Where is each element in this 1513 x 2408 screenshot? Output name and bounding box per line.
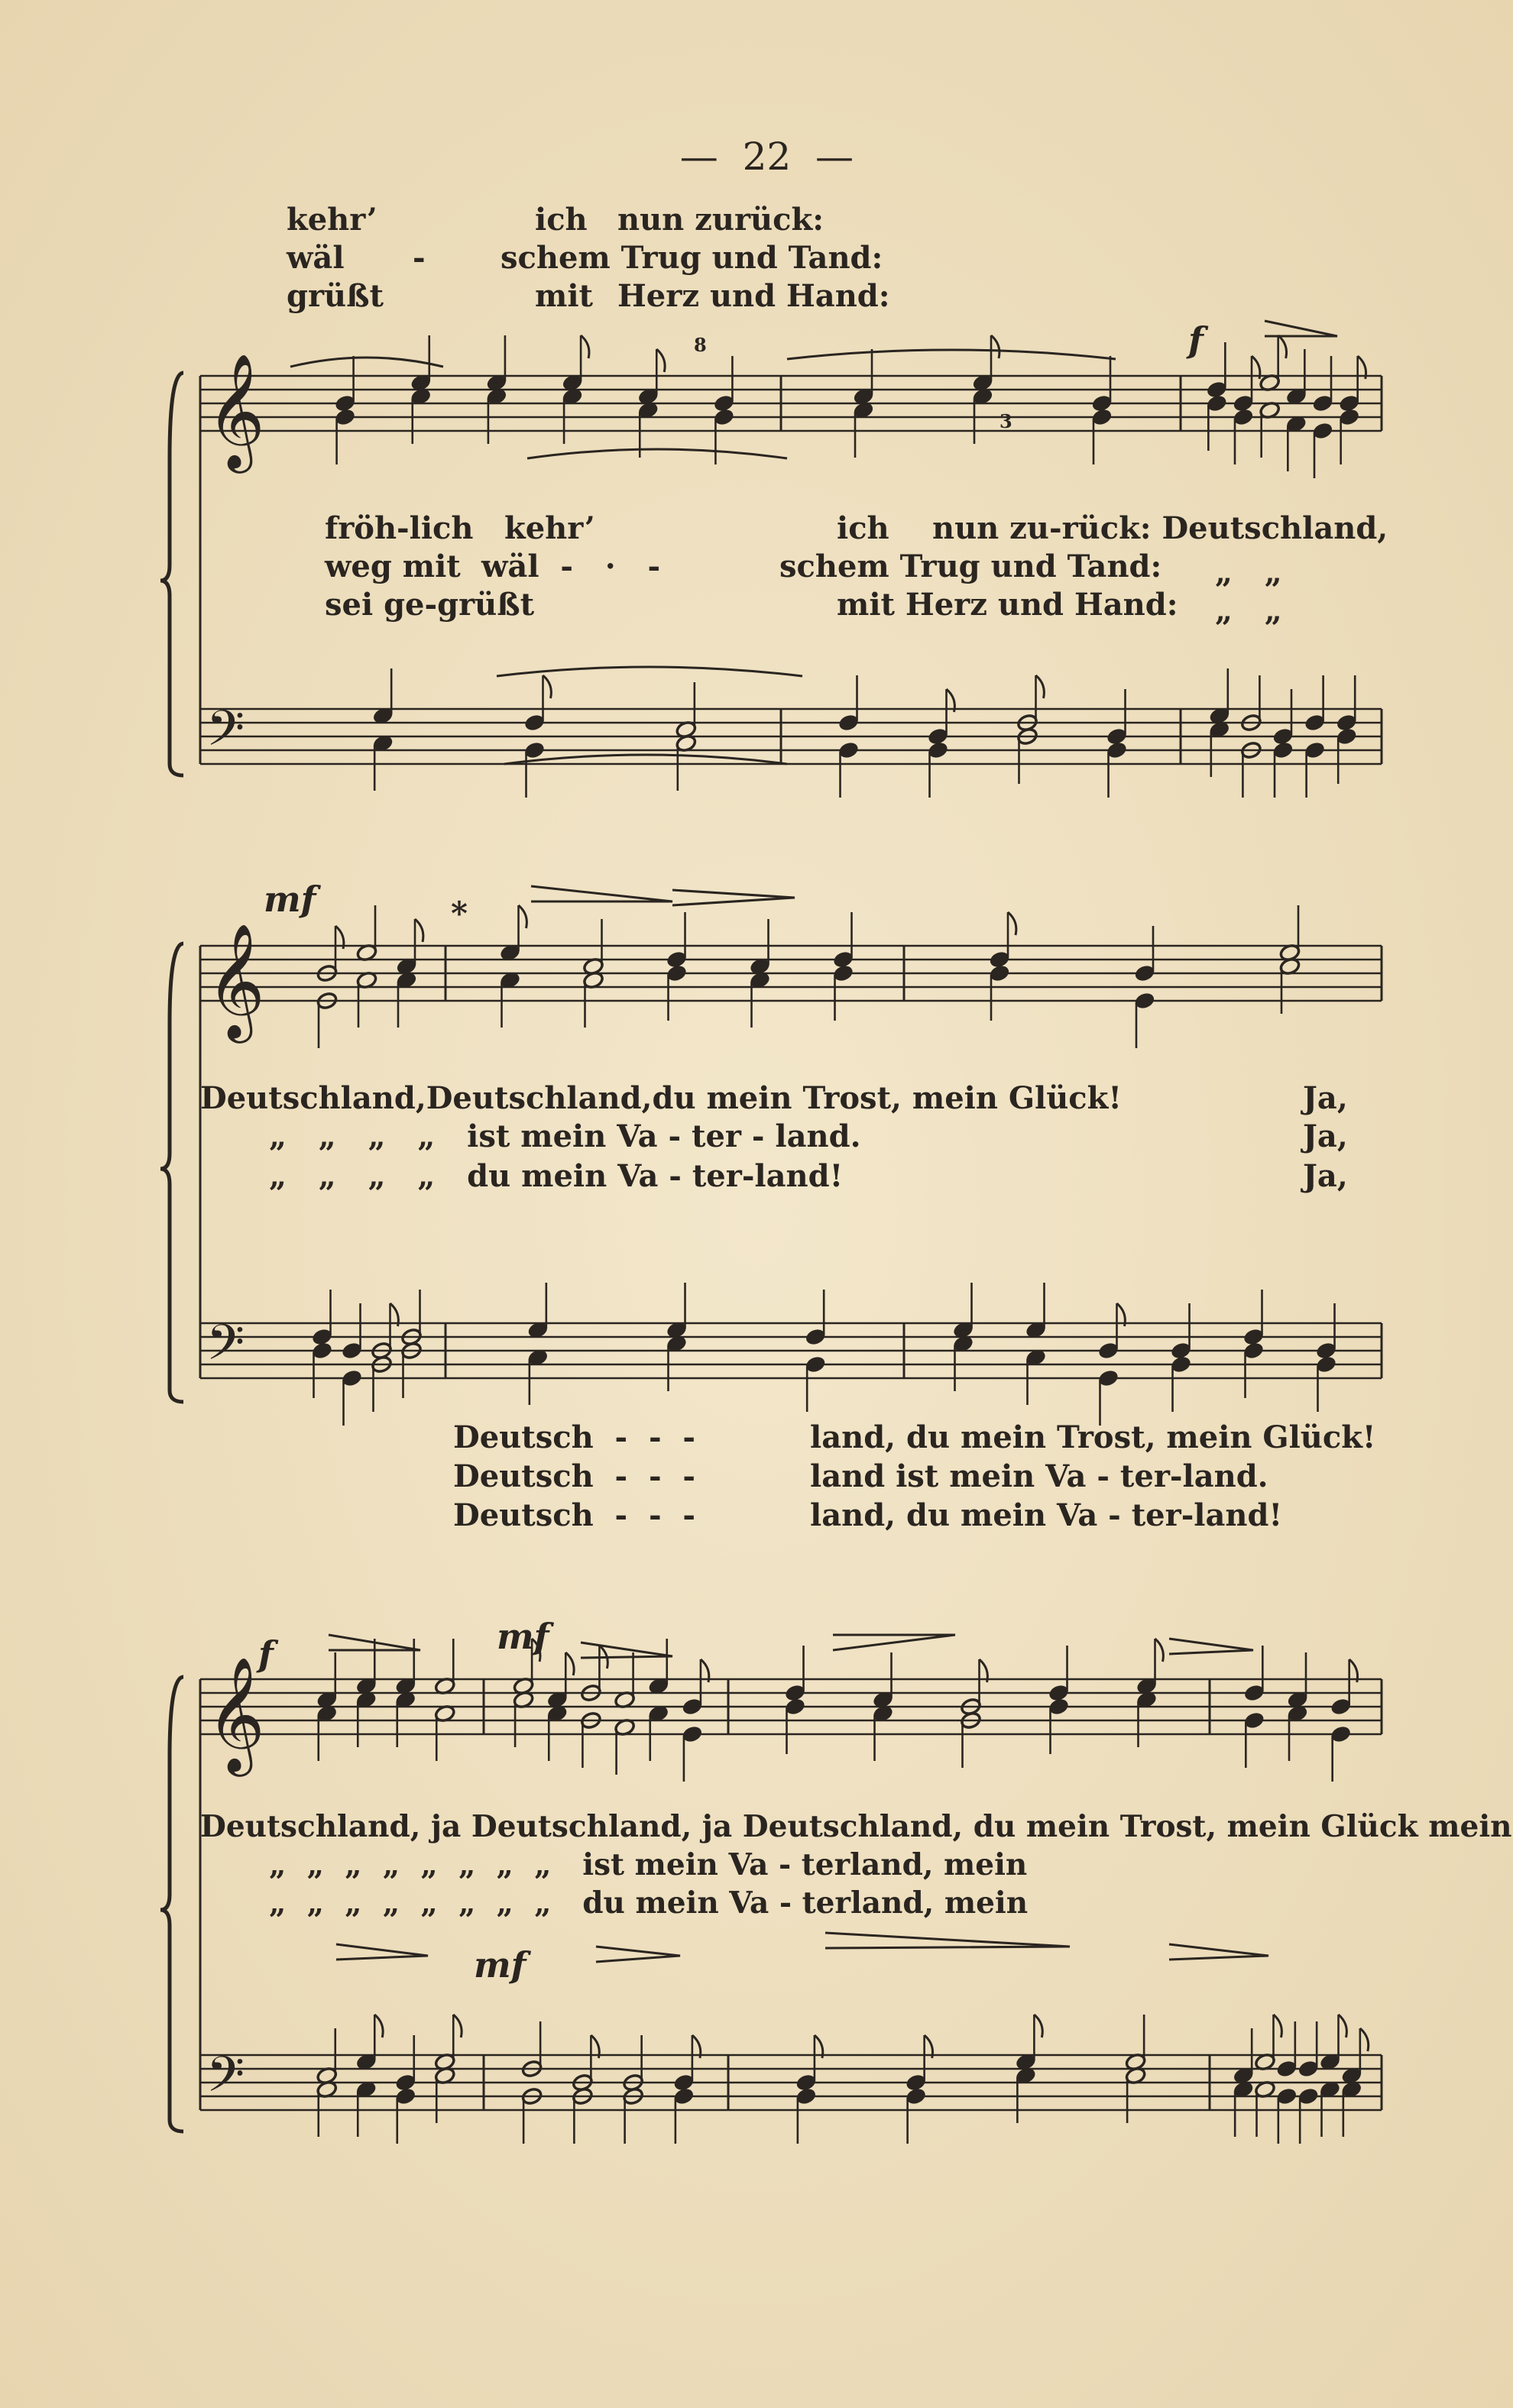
s2-bass-lyric-3a: Deutsch - - - [453, 1497, 696, 1533]
s2-bass-lyric-2a: Deutsch - - - [453, 1458, 696, 1494]
s1-lyric-1b: kehr’ [504, 510, 595, 546]
dynamic-forte-2: f [258, 1633, 274, 1675]
bass-clef: 𝄢 [206, 1315, 245, 1384]
s1-lyric-2c: schem Trug und Tand: [779, 549, 1162, 584]
s1-lyric-3c: mit Herz und Hand: [837, 587, 1178, 623]
s1-lyric-1c: ich [837, 510, 889, 546]
s1-lyric-3d: „ „ [1215, 593, 1282, 629]
top-lyric-1-word2: ich [535, 202, 588, 238]
s2-lyric-3b: Ja, [1303, 1158, 1348, 1194]
top-lyric-1-word3: nun zurück: [617, 202, 824, 238]
treble-clef: 𝄞 [206, 1656, 265, 1772]
treble-clef: 𝄞 [206, 922, 265, 1038]
page-number: — 22 — [679, 134, 854, 179]
s2-bass-lyric-3b: land, du mein Va - ter-land! [810, 1497, 1283, 1533]
s2-lyric-2a: „ „ „ „ ist mein Va - ter - land. [269, 1118, 861, 1154]
s3-lyric-3: „ „ „ „ „ „ „ „ du mein Va - terland, mein [269, 1885, 1029, 1921]
s2-bass-lyric-2b: land ist mein Va - ter-land. [810, 1458, 1268, 1494]
top-lyric-2-word1: wäl [287, 240, 345, 276]
top-lyric-3-word3: Herz und Hand: [617, 278, 890, 314]
dynamic-mezzo-forte-1: mf [264, 879, 316, 920]
top-lyric-2-word2: - [413, 240, 426, 276]
s1-lyric-2b: wäl - · - [481, 549, 661, 584]
s2-lyric-1b: Ja, [1303, 1080, 1348, 1116]
s1-lyric-3a: sei ge-grüßt [325, 587, 535, 623]
top-lyric-1-word1: kehr’ [287, 202, 377, 238]
top-lyric-3-word2: mit [535, 278, 593, 314]
bass-clef: 𝄢 [206, 2047, 245, 2115]
s2-lyric-1a: Deutschland,Deutschland,du mein Trost, mein Glück! [200, 1080, 1122, 1116]
s1-lyric-1a: fröh-lich [325, 510, 474, 546]
triplet-3-mark: 3 [999, 410, 1012, 432]
s3-lyric-2: „ „ „ „ „ „ „ „ ist mein Va - terland, mein [269, 1847, 1028, 1882]
s3-lyric-1: Deutschland, ja Deutschland, ja Deutschland, du mein Trost, mein Glück mein [200, 1809, 1512, 1844]
page-number-value: 22 [742, 134, 792, 179]
bass-clef: 𝄢 [206, 701, 245, 769]
dynamic-mezzo-forte-bass: mf [474, 1944, 526, 1986]
tuplet-8-mark: 8 [694, 334, 707, 356]
s1-lyric-1d: nun zu-rück: Deutschland, [932, 510, 1388, 546]
top-lyric-2-word3: schem Trug und Tand: [501, 240, 883, 276]
s2-bass-lyric-1b: land, du mein Trost, mein Glück! [810, 1419, 1376, 1455]
s2-lyric-3a: „ „ „ „ du mein Va - ter-land! [269, 1158, 844, 1194]
s2-bass-lyric-1a: Deutsch - - - [453, 1419, 696, 1455]
treble-clef: 𝄞 [206, 352, 265, 468]
top-lyric-3-word1: grüßt [287, 278, 384, 314]
s1-lyric-2a: weg mit [325, 549, 461, 584]
s1-lyric-2d: „ „ [1215, 555, 1282, 591]
s2-lyric-2b: Ja, [1303, 1118, 1348, 1154]
dynamic-mezzo-forte-2: mf [497, 1616, 549, 1657]
asterisk-mark: * [451, 895, 468, 932]
dynamic-forte-1: f [1188, 319, 1204, 361]
